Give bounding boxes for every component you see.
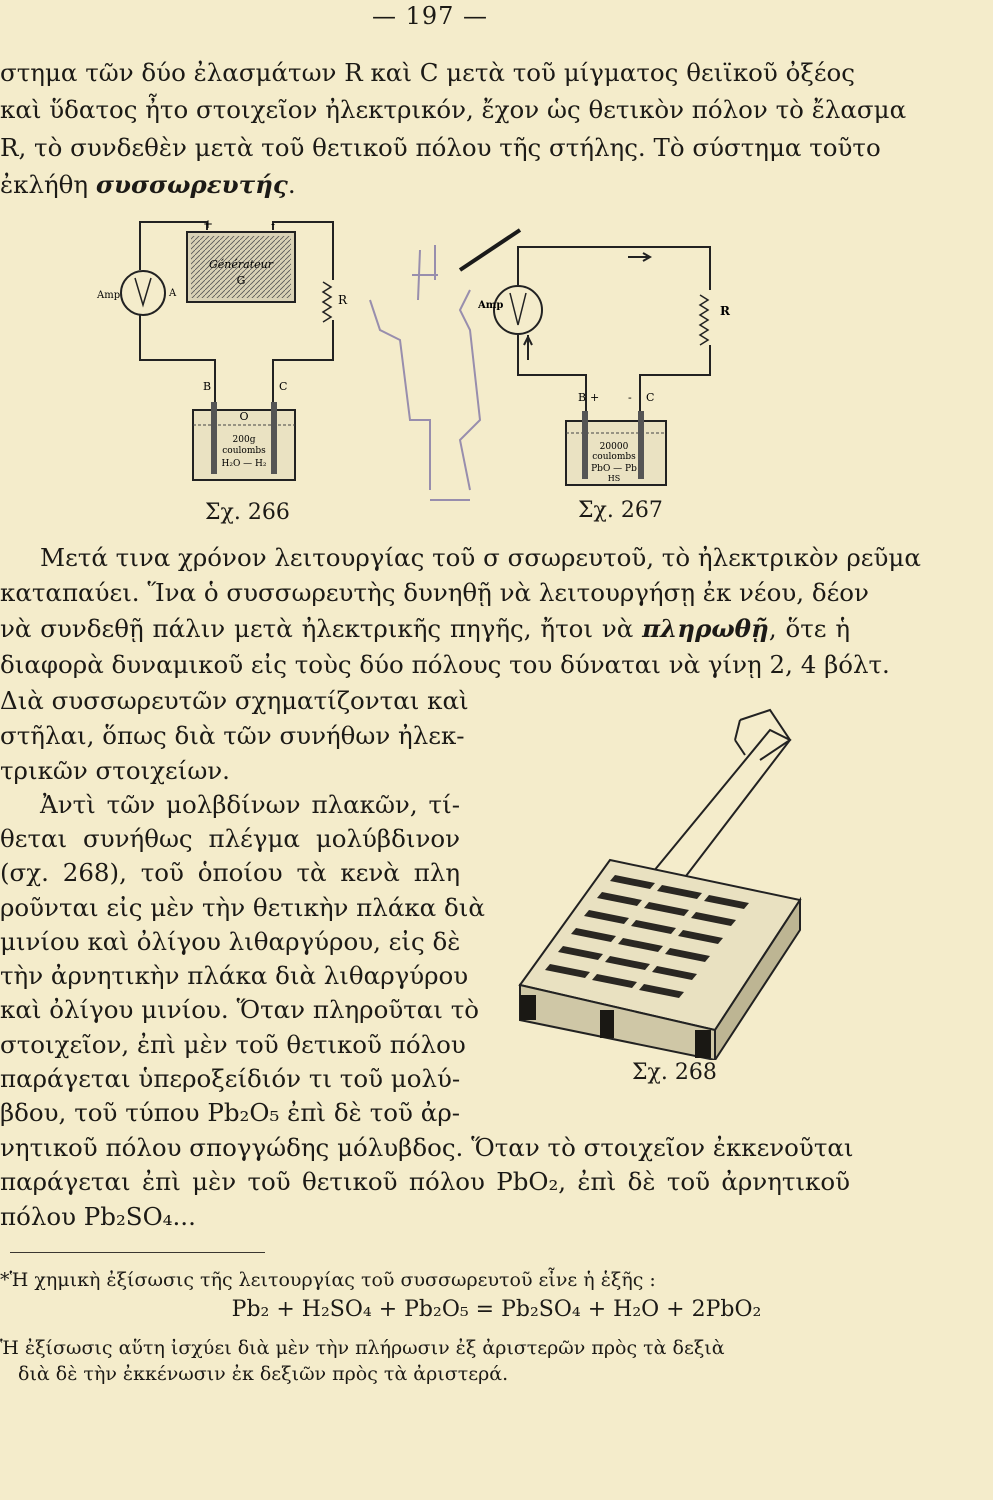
minus-sign: - xyxy=(628,391,632,404)
text-span: . xyxy=(287,170,296,199)
text-span: , ὅτε ἡ xyxy=(768,614,851,643)
bold-term: συσσωρευτής xyxy=(95,170,288,199)
generator-label: Générateur xyxy=(209,258,273,271)
ammeter-icon xyxy=(121,271,165,315)
figure-267 xyxy=(478,235,748,500)
r-label: R xyxy=(720,304,730,318)
electrode-b xyxy=(211,402,217,474)
bold-term: πληρωθῇ xyxy=(642,614,769,643)
footnote-line: Ἡ ἐξίσωσις αὕτη ἰσχύει διὰ μὲν τὴν πλήρωσιν ἐξ ἀριστερῶν πρὸς τὰ δεξιὰ xyxy=(0,1337,725,1359)
b-label: B xyxy=(578,391,587,404)
c-label: C xyxy=(646,391,655,404)
amp-label: Amp xyxy=(478,300,504,311)
b-label: B xyxy=(203,380,212,393)
ammeter-needle xyxy=(510,293,526,325)
electrode-c xyxy=(271,402,277,474)
text-line: ροῦνται εἰς μὲν τὴν θετικὴν πλάκα διὰ xyxy=(0,893,485,922)
minus-sign: - xyxy=(271,217,276,231)
text-line: Μετά τινα χρόνον λειτουργίας τοῦ σ σσωρευτοῦ, τὸ ἠλεκτρικὸν ρεῦμα xyxy=(40,543,921,572)
text-line: (σχ. 268), τοῦ ὁποίου τὰ κενὰ πλη xyxy=(0,858,460,887)
beaker-text: coulombs xyxy=(592,452,636,462)
footnote-line: διὰ δὲ τὴν ἐκκένωσιν ἐκ δεξιῶν πρὸς τὰ ἀριστερά. xyxy=(18,1363,509,1385)
figure-caption: Σχ. 267 xyxy=(578,498,663,523)
text-line: παράγεται ἐπὶ μὲν τοῦ θετικοῦ πόλου PbO₂, ἐπὶ δὲ τοῦ ἀρνητικοῦ xyxy=(0,1167,850,1196)
generator-g-label: G xyxy=(236,274,246,287)
beaker-text: HS xyxy=(607,474,621,483)
plus-sign: + xyxy=(203,217,214,231)
figure-266 xyxy=(95,210,355,500)
text-line xyxy=(0,614,850,644)
text-line: διαφορὰ δυναμικοῦ εἰς τοὺς δύο πόλους του δύναται νὰ γίνῃ 2, 4 βόλτ. xyxy=(0,650,890,679)
ammeter-needle xyxy=(135,278,151,305)
text-span: ἐκλήθη xyxy=(0,170,96,199)
text-line: πόλου Pb₂SO₄... xyxy=(0,1202,196,1231)
text-line: βδου, τοῦ τύπου Pb₂O₅ ἐπὶ δὲ τοῦ ἀρ- xyxy=(0,1098,460,1127)
text-span: νὰ συνδεθῇ πάλιν μετὰ ἠλεκτρικῆς πηγῆς, ἤτοι νὰ xyxy=(0,614,643,643)
figure-caption: Σχ. 266 xyxy=(205,500,290,525)
text-line: θεται συνήθως πλέγμα μολύβδινον xyxy=(0,824,460,853)
text-line: τὴν ἀρνητικὴν πλάκα διὰ λιθαργύρου xyxy=(0,961,469,990)
text-line: στοιχεῖον, ἐπὶ μὲν τοῦ θετικοῦ πόλου xyxy=(0,1030,466,1059)
text-line: Διὰ συσσωρευτῶν σχηματίζονται καὶ xyxy=(0,686,469,715)
beaker-text: coulombs xyxy=(222,446,266,456)
amp-label: Amp xyxy=(97,290,121,301)
text-line: καὶ ὀλίγου μινίου. Ὅταν πληροῦται τὸ xyxy=(0,995,480,1024)
text-line: καὶ ὕδατος ἦτο στοιχεῖον ἠλεκτρικόν, ἔχον ὡς θετικὸν πόλον τὸ ἔλασμα xyxy=(0,95,907,124)
beaker-text: H₂O — H₂ xyxy=(221,459,267,469)
a-label: A xyxy=(169,288,177,299)
resistor-icon xyxy=(700,295,708,345)
text-line: στῆλαι, ὅπως διὰ τῶν συνήθων ἠλεκ- xyxy=(0,721,465,750)
text-line: καταπαύει. Ἵνα ὁ συσσωρευτὴς δυνηθῇ νὰ λειτουργήσῃ ἐκ νέου, δέον xyxy=(0,578,869,607)
text-line: Ἀντὶ τῶν μολβδίνων πλακῶν, τί- xyxy=(40,790,460,819)
text-line: R, τὸ συνδεθὲν μετὰ τοῦ θετικοῦ πόλου τῆς στήλης. Τὸ σύστημα τοῦτο xyxy=(0,133,881,162)
circuit-wires xyxy=(518,247,710,415)
footnote-rule xyxy=(10,1252,265,1253)
beaker-text: 20000 xyxy=(599,442,629,452)
text-line: νητικοῦ πόλου σπογγώδης μόλυβδος. Ὅταν τὸ στοιχεῖον ἐκκενοῦται xyxy=(0,1133,854,1162)
text-line: μινίου καὶ ὀλίγου λιθαργύρου, εἰς δὲ xyxy=(0,927,461,956)
electrode-c xyxy=(638,411,644,479)
electrode-b xyxy=(582,411,588,479)
footnote-line: *Ἡ χημικὴ ἐξίσωσις τῆς λειτουργίας τοῦ συσσωρευτοῦ εἶνε ἡ ἑξῆς : xyxy=(0,1269,656,1291)
r-label: R xyxy=(338,293,348,307)
beaker-text: O xyxy=(239,410,249,423)
beaker-text: 200g xyxy=(232,435,256,445)
chemical-equation: Pb₂ + H₂SO₄ + Pb₂O₅ = Pb₂SO₄ + H₂O + 2PbO₂ xyxy=(231,1297,762,1322)
plus-sign: + xyxy=(590,391,600,404)
figure-268 xyxy=(490,700,840,1060)
text-line: παράγεται ὑπεροξείδιόν τι τοῦ μολύ- xyxy=(0,1064,461,1093)
page-number: — 197 — xyxy=(371,2,489,30)
beaker-text: PbO — Pb xyxy=(591,464,637,474)
text-line: στημα τῶν δύο ἐλασμάτων R καὶ C μετὰ τοῦ μίγματος θειϊκοῦ ὀξέος xyxy=(0,58,855,87)
resistor-icon xyxy=(323,282,331,322)
c-label: C xyxy=(279,380,288,393)
text-line xyxy=(0,170,296,200)
figure-caption: Σχ. 268 xyxy=(632,1060,717,1085)
text-line: τρικῶν στοιχείων. xyxy=(0,756,230,785)
